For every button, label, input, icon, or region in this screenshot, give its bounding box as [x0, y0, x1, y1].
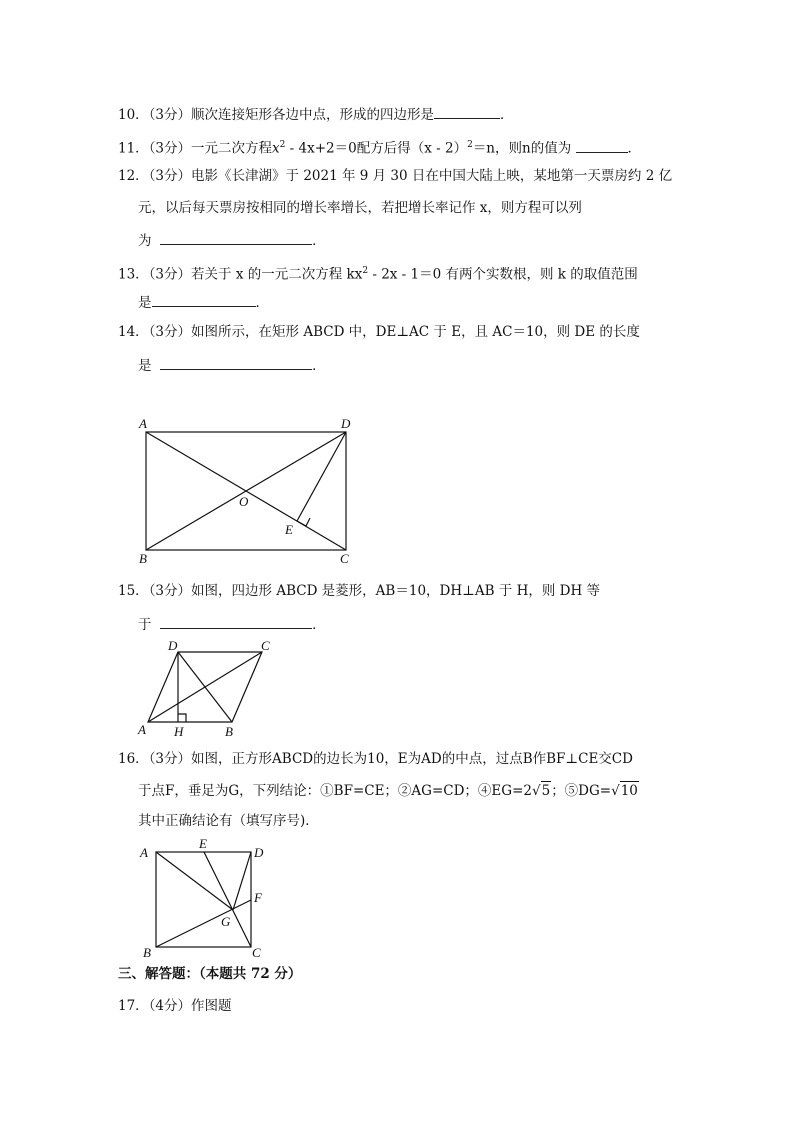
question-11: 11．（3分）一元二次方程$x^2 - 4x+2=0$配方后得（x - 2）$^2$＝n，则n的值为 ． [118, 136, 641, 158]
label-G: G [221, 914, 231, 929]
label-C: C [252, 945, 261, 960]
question-12-line-3: 为 ． [138, 230, 326, 250]
question-13-line-2: 是 ． [138, 292, 269, 312]
label-D: D [341, 416, 351, 431]
question-10: 10．（3分）顺次连接矩形各边中点，形成的四边形是 ． [118, 104, 514, 124]
question-14-line-1: 14．（3分）如图所示，在矩形 ABCD 中，DE⊥AC 于 E，且 AC＝10，则 DE 的长度 [118, 324, 640, 340]
question-15-line-1: 15．（3分）如图，四边形 ABCD 是菱形，AB＝10，DH⊥AB 于 H，则 DH 等 [118, 583, 601, 599]
label-D: D [254, 845, 264, 860]
label-B: B [225, 724, 233, 739]
question-16-line-3: 其中正确结论有（填写序号)． [138, 813, 319, 829]
label-B: B [143, 945, 151, 960]
label-F: F [254, 890, 262, 905]
label-E: E [285, 522, 293, 537]
question-16-line-2: 于点F，垂足为G，下列结论：①BF=CE；②AG=CD；④EG=2√5；⑤DG=√10 [138, 783, 638, 799]
question-17: 17．（4分）作图题 [118, 998, 232, 1014]
question-12-line-2: 元，以后每天票房按相同的增长率增长，若把增长率记作 x，则方程可以列 [138, 200, 582, 216]
label-A: A [139, 416, 147, 431]
label-B: B [139, 551, 147, 566]
question-14-line-2: 是 ． [138, 355, 326, 375]
question-15-line-2: 于 ． [138, 614, 326, 634]
label-O: O [239, 494, 249, 509]
question-16-line-1: 16．（3分）如图，正方形ABCD的边长为10，E为AD的中点，过点B作BF⊥CE交CD [118, 751, 633, 767]
label-D: D [168, 638, 178, 653]
label-C: C [340, 551, 349, 566]
label-A: A [138, 722, 146, 737]
label-A: A [140, 845, 148, 860]
question-12-line-1: 12．（3分）电影《长津湖》于 2021 年 9 月 30 日在中国大陆上映，某地第一天票房约 2 亿 [118, 168, 673, 184]
label-E: E [199, 836, 207, 851]
label-C: C [261, 638, 270, 653]
section-heading: 三、解答题：（本题共 72 分） [118, 966, 302, 982]
question-13-line-1: 13．（3分）若关于 x 的一元二次方程 $kx^2 - 2x - 1=0$ 有两个实数根，则 k 的取值范围 [118, 266, 638, 283]
label-H: H [174, 724, 184, 739]
